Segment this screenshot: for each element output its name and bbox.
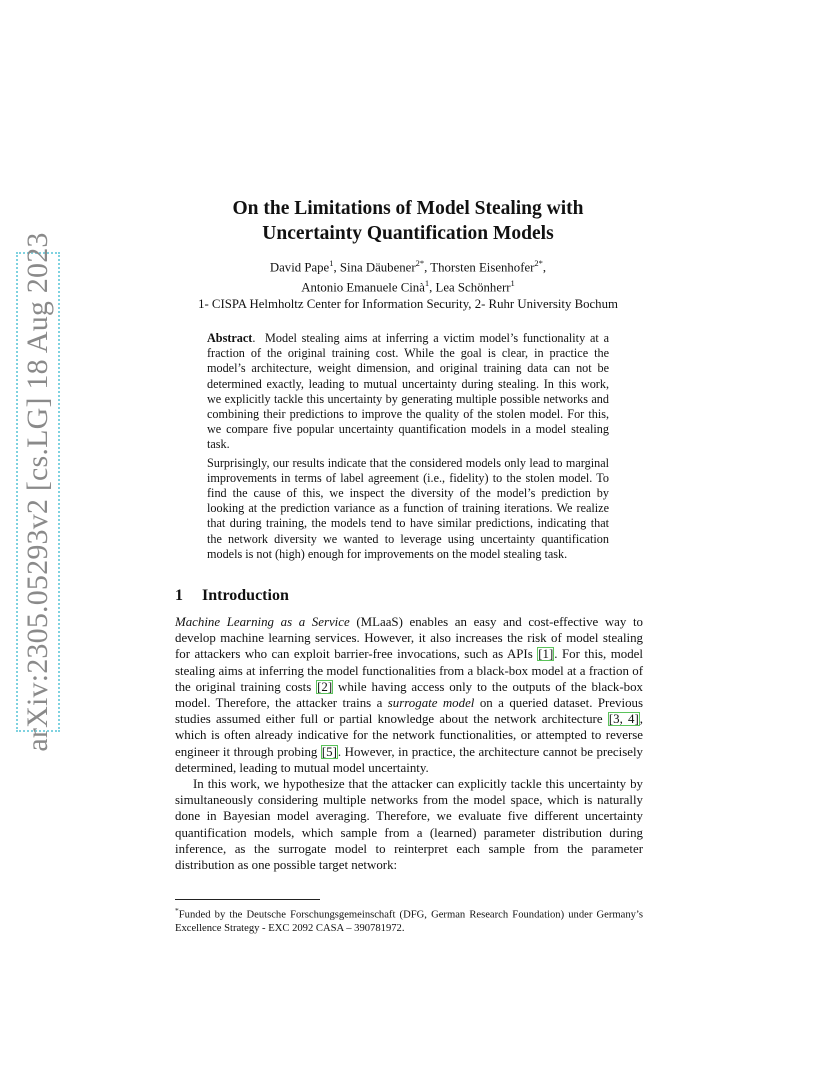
abstract-paragraph: Abstract. Model stealing aims at inferring a victim model’s functionality at a fraction of the original training cost. While the goal is clear, in practice the model’s architecture, weight dimension, and original training data can not be determined exactly, leading to mutual uncertainty during stealing. In this work, we explicitly tackle this uncertainty by generating multiple possible networks and combining their predictions to improve the quality of the stolen model. For this, we compare five popular uncertainty quantification models in a model stealing task. <box>207 331 609 452</box>
footnote-rule <box>175 899 320 900</box>
abstract-paragraph: Surprisingly, our results indicate that the considered models only lead to marginal improvements in terms of label agreement (i.e., fidelity) to the stolen model. To find the cause of this, we inspect the diversity of the model’s prediction by looking at the prediction variance as a function of training iterations. We realize that during training, the models tend to have similar predictions, indicating that the network diversity we wanted to leverage using uncertainty quantification models is not (high) enough for improvements on the model stealing task. <box>207 455 609 561</box>
footnote-mark: * <box>175 906 179 915</box>
citation-link[interactable]: [5] <box>321 744 337 759</box>
affiliation-mark: 1 <box>329 258 334 268</box>
arxiv-identifier[interactable]: arXiv:2305.05293v2 [cs.LG] 18 Aug 2023 <box>21 232 54 752</box>
body-paragraph <box>175 614 643 776</box>
arxiv-stamp <box>16 232 60 752</box>
term: surrogate model <box>387 696 475 711</box>
text-run: , which is often already indicative for the network functionalities, or attempted to reverse engineer it through probing <box>175 712 644 759</box>
citation-link[interactable]: [2] <box>317 679 333 694</box>
author-name: Antonio Emanuele Cinà <box>301 280 425 295</box>
section-body <box>175 614 643 873</box>
section-number: 1 <box>175 587 183 604</box>
footnote-text: Funded by the Deutsche Forschungsgemeinschaft (DFG, German Research Foundation) under Germany’s Excellence Strategy - EXC 2092 CASA – 390781972. <box>175 909 643 934</box>
affiliation-mark: 2* <box>415 258 425 268</box>
affiliation-mark: 1 <box>424 278 430 289</box>
text-run: . However, in practice, the architecture cannot be precisely determined, leading to mutual model uncertainty. <box>175 744 643 775</box>
paper-title <box>170 196 646 246</box>
section-title: Introduction <box>202 587 289 604</box>
author-name: Sina Däubener <box>339 260 416 275</box>
abstract <box>207 331 609 562</box>
author-name: Thorsten Eisenhofer <box>430 260 535 275</box>
author-name: Lea Schönherr <box>435 280 511 295</box>
text-run: . For this, model stealing aims at inferring the model functionalities from a black-box model at a fraction of the original training costs <box>175 647 643 694</box>
body-paragraph: In this work, we hypothesize that the attacker can explicitly tackle this uncertainty by simultaneously considering multiple networks from the model space, which is naturally done in Bayesian model averaging. Therefore, we evaluate five different uncertainty quantification models, which sample from a (learned) parameter distribution during inference, as the surrogate model to reinterpret each sample from the parameter distribution as one possible target network: <box>175 777 643 873</box>
text-run: while having access only to the outputs of the black-box model. Therefore, the attacker trains a <box>175 679 643 711</box>
term: Machine Learning as a Service <box>175 615 350 629</box>
text-run: (MLaaS) enables an easy and cost-effective way to develop machine learning services. However, it also increases the risk of model stealing for attackers who can exploit barrier-free invocations, such as APIs <box>175 615 643 662</box>
title-line-1: On the Limitations of Model Stealing with <box>232 198 584 219</box>
author-list: David Pape$^1$, Sina Däubener$^{2*}$, Thorsten Eisenhofer$^{2*}$, Antonio Emanuele Cinà$^1$, Lea Schönherr$^1$ <box>269 258 547 295</box>
footnote <box>175 904 643 935</box>
abstract-text: Model stealing aims at inferring a victim model’s functionality at a fraction of the original training cost. While the goal is clear, in practice the model’s architecture, weight dimension, and original training data can not be determined exactly, leading to mutual uncertainty during stealing. In this work, we explicitly tackle this uncertainty by generating multiple possible networks and combining their predictions to improve the quality of the stolen model. For this, we compare five popular uncertainty quantification models in a model stealing task. <box>207 331 609 452</box>
section-heading <box>175 587 289 605</box>
affiliation-mark: 2* <box>534 258 543 268</box>
affiliations: 1- CISPA Helmholtz Center for Information Security, 2- Ruhr University Bochum <box>198 297 618 311</box>
text-run: on a queried dataset. Previous studies assumed either full or partial knowledge about the network architecture <box>175 696 643 727</box>
citation-link[interactable]: [3, 4] <box>608 712 639 727</box>
title-line-2: Uncertainty Quantification Models <box>262 223 554 244</box>
abstract-label: Abstract <box>207 331 253 345</box>
affiliation-mark: 1 <box>510 278 515 289</box>
citation-link[interactable]: [1] <box>538 647 554 662</box>
author-name: David Pape <box>269 260 330 275</box>
